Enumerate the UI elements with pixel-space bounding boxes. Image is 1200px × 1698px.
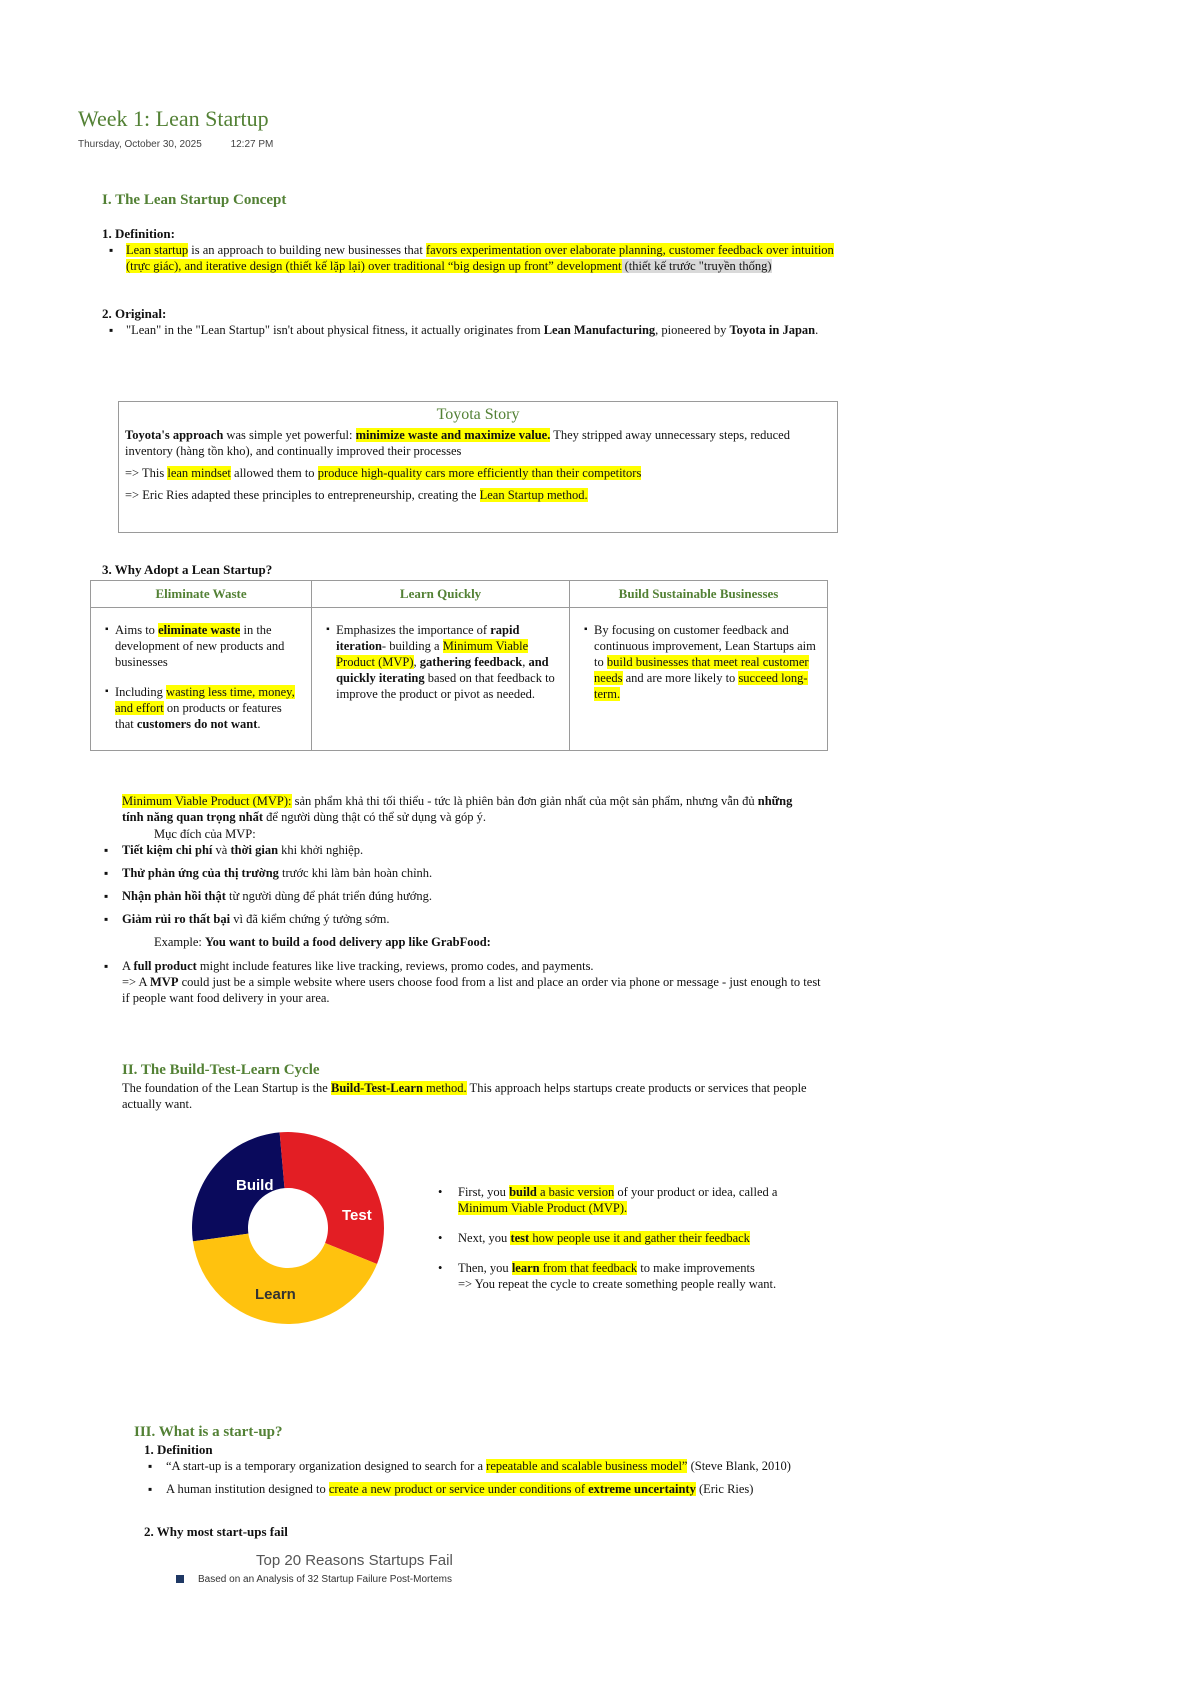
- cell-eliminate-waste: [91, 608, 312, 751]
- page-meta: [78, 139, 299, 150]
- cycle-label-learn: Learn: [255, 1286, 296, 1303]
- list-item: ▪ A full product might include features like live tracking, reviews, promo codes, and payments. => A MVP could just be a simple website where users choose food from a list and place an order via phone or message - just enough to test if people want food delivery in your area.: [104, 958, 824, 1006]
- list-item: ▪ Giảm rủi ro thất bại vì đã kiểm chứng ý tưởng sớm.: [104, 911, 824, 927]
- list-item: ▪ Tiết kiệm chi phí và thời gian khi khởi nghiệp.: [104, 842, 824, 858]
- col-header-learn-quickly: Learn Quickly: [312, 581, 570, 608]
- definition-item: ▪ Lean startup is an approach to building new businesses that favors experimentation over elaborate planning, customer feedback over intuition (trực giác), and iterative design (thiết kế lặp lại) over traditional “big design up front” development (thiết kế trước "truyền thống): [106, 242, 846, 274]
- list-item: ▪ Aims to eliminate waste in the development of new products and businesses: [115, 622, 301, 670]
- list-item: ▪ A human institution designed to create a new product or service under conditions of extreme uncertainty (Eric Ries): [148, 1481, 848, 1497]
- why-heading: 3. Why Adopt a Lean Startup?: [102, 562, 273, 577]
- list-item: ▪ Thử phản ứng của thị trường trước khi làm bản hoàn chỉnh.: [104, 865, 824, 881]
- toyota-line-1: Toyota's approach was simple yet powerful: minimize waste and maximize value. They stripped away unnecessary steps, reduced inventory (hàng tồn kho), and continually improved their processes: [125, 428, 790, 458]
- startup-fail-chart-subtitle: Based on an Analysis of 32 Startup Failure Post-Mortems: [176, 1574, 452, 1584]
- original-block: [106, 322, 846, 344]
- cycle-label-build: Build: [236, 1177, 274, 1194]
- page-title: Week 1: Lean Startup: [78, 106, 269, 131]
- cycle-segment-test: [280, 1132, 384, 1264]
- original-heading: 2. Original:: [102, 306, 167, 321]
- section-2-intro: The foundation of the Lean Startup is the Build-Test-Learn method. This approach helps startups create products or services that people actually want.: [122, 1081, 807, 1111]
- definition-block: [106, 242, 846, 280]
- col-header-build-sustainable: Build Sustainable Businesses: [570, 581, 828, 608]
- toyota-story-title: Toyota Story: [436, 406, 520, 423]
- list-item: ▪ “A start-up is a temporary organization designed to search for a repeatable and scalable business model” (Steve Blank, 2010): [148, 1458, 848, 1474]
- mvp-purpose-label: Mục đích của MVP:: [154, 827, 256, 841]
- col-header-eliminate-waste: Eliminate Waste: [91, 581, 312, 608]
- legend-square-icon: [176, 1575, 184, 1583]
- list-item: • Next, you test how people use it and gather their feedback: [438, 1230, 798, 1246]
- mvp-example-label: Example: You want to build a food delivery app like GrabFood:: [154, 935, 491, 949]
- cycle-steps: [438, 1184, 798, 1306]
- toyota-story-box: [118, 401, 838, 533]
- original-item: ▪ "Lean" in the "Lean Startup" isn't about physical fitness, it actually originates from Lean Manufacturing, pioneered by Toyota in Japan.: [106, 322, 846, 338]
- definition-heading: 1. Definition:: [102, 226, 175, 241]
- list-item: ▪ Nhận phản hồi thật từ người dùng để phát triển đúng hướng.: [104, 888, 824, 904]
- toyota-line-3: => Eric Ries adapted these principles to entrepreneurship, creating the Lean Startup method.: [125, 488, 588, 502]
- page-date: Thursday, October 30, 2025: [78, 139, 202, 150]
- list-item: ▪ Including wasting less time, money, and effort on products or features that customers do not want.: [115, 684, 301, 732]
- list-item: • First, you build a basic version of your product or idea, called a Minimum Viable Product (MVP).: [438, 1184, 798, 1216]
- section-1-heading: I. The Lean Startup Concept: [102, 192, 287, 208]
- mvp-purpose-list: [104, 842, 824, 934]
- startup-definition-heading: 1. Definition: [144, 1442, 213, 1457]
- section-3-heading: III. What is a start-up?: [134, 1424, 283, 1440]
- list-item: • Then, you learn from that feedback to make improvements => You repeat the cycle to create something people really want.: [438, 1260, 798, 1292]
- toyota-line-2: => This lean mindset allowed them to produce high-quality cars more efficiently than their competitors: [125, 466, 642, 480]
- mvp-example-list: [104, 958, 824, 1013]
- why-adopt-table: [90, 580, 828, 751]
- cycle-label-test: Test: [342, 1207, 372, 1224]
- section-2-heading: II. The Build-Test-Learn Cycle: [122, 1062, 320, 1078]
- mvp-definition: Minimum Viable Product (MVP): sản phẩm khả thi tối thiểu - tức là phiên bản đơn giản nhất của một sản phẩm, nhưng vẫn đủ những tính năng quan trọng nhất để người dùng thật có thể sử dụng và góp ý.: [122, 794, 793, 824]
- why-startups-fail-heading: 2. Why most start-ups fail: [144, 1524, 288, 1539]
- list-item: ▪ Emphasizes the importance of rapid iteration- building a Minimum Viable Product (MVP), gathering feedback, and quickly iterating based on that feedback to improve the product or pivot as needed.: [336, 622, 559, 702]
- startup-definition-list: [148, 1458, 848, 1504]
- page-time: 12:27 PM: [230, 139, 274, 150]
- build-test-learn-cycle-diagram: [188, 1128, 388, 1328]
- list-item: ▪ By focusing on customer feedback and continuous improvement, Lean Startups aim to build businesses that meet real customer needs and are more likely to succeed long-term.: [594, 622, 817, 702]
- cell-learn-quickly: [312, 608, 570, 751]
- cell-build-sustainable: [570, 608, 828, 751]
- startup-fail-chart-title: Top 20 Reasons Startups Fail: [256, 1552, 453, 1569]
